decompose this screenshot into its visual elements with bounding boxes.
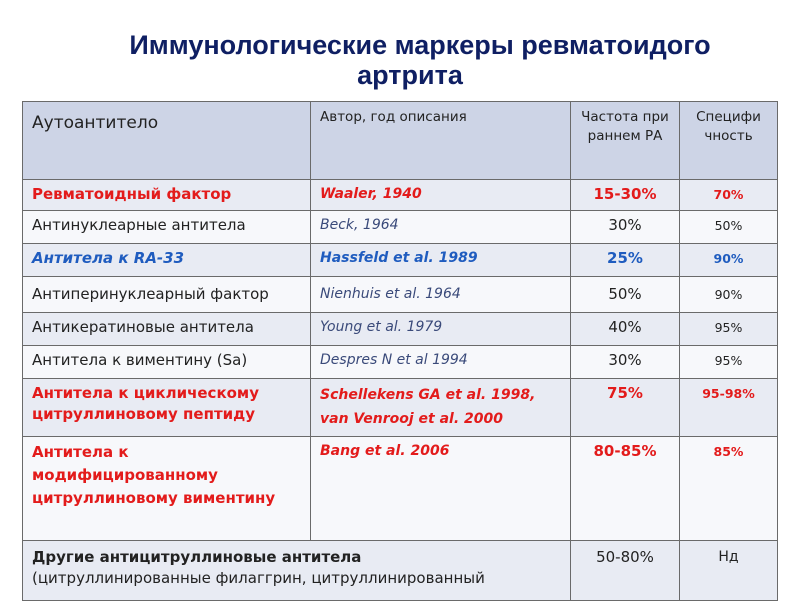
cell-frequency: 80-85% — [571, 437, 680, 541]
cell-author — [311, 379, 571, 437]
cell-antibody: Антитела к циклическому цитруллиновому пептиду — [23, 379, 311, 437]
table-row — [23, 379, 778, 437]
cell-specificity: 85% — [680, 437, 778, 541]
cell-frequency: 75% — [571, 379, 680, 437]
table-row — [23, 244, 778, 277]
table-row — [23, 437, 778, 541]
cell-antibody: Антинуклеарные антитела — [23, 211, 311, 244]
header-frequency: Частота при раннем РА — [571, 102, 680, 180]
cell-specificity: 90% — [680, 277, 778, 313]
cell-author: Young et al. 1979 — [311, 313, 571, 346]
table-row — [23, 180, 778, 211]
cell-specificity: 95% — [680, 313, 778, 346]
antibody-note: (цитруллинированные филаггрин, цитруллинированный — [32, 569, 485, 587]
cell-frequency: 50-80% — [571, 541, 680, 601]
cell-antibody: Антикератиновые антитела — [23, 313, 311, 346]
cell-author: Hassfeld et al. 1989 — [311, 244, 571, 277]
cell-author: Despres N et al 1994 — [311, 346, 571, 379]
cell-specificity: 95-98% — [680, 379, 778, 437]
cell-specificity: 95% — [680, 346, 778, 379]
table-row — [23, 541, 778, 601]
table-header-row — [23, 102, 778, 180]
author-line-1: Schellekens GA et al. 1998, — [320, 387, 536, 403]
cell-author: Beck, 1964 — [311, 211, 571, 244]
page-title — [0, 30, 800, 90]
cell-frequency: 15-30% — [571, 180, 680, 211]
cell-specificity: Нд — [680, 541, 778, 601]
title-line-2: артрита — [357, 60, 463, 90]
antibody-title: Другие антицитруллиновые антитела — [32, 548, 362, 566]
cell-antibody: Антиперинуклеарный фактор — [23, 277, 311, 313]
table-row — [23, 346, 778, 379]
cell-author: Waaler, 1940 — [311, 180, 571, 211]
table-row — [23, 313, 778, 346]
header-antibody: Аутоантитело — [23, 102, 311, 180]
cell-antibody: Антитела к RA-33 — [23, 244, 311, 277]
cell-frequency: 40% — [571, 313, 680, 346]
cell-specificity: 90% — [680, 244, 778, 277]
cell-frequency: 25% — [571, 244, 680, 277]
cell-antibody: Антитела к модифицированному цитруллиновому виментину — [23, 437, 311, 541]
cell-antibody: Антитела к виментину (Sa) — [23, 346, 311, 379]
cell-antibody: Ревматоидный фактор — [23, 180, 311, 211]
table-row — [23, 277, 778, 313]
cell-frequency: 30% — [571, 211, 680, 244]
cell-author: Nienhuis et al. 1964 — [311, 277, 571, 313]
header-specificity: Специфи чность — [680, 102, 778, 180]
cell-frequency: 30% — [571, 346, 680, 379]
title-line-1: Иммунологические маркеры ревматоидого — [129, 30, 711, 60]
table-row — [23, 211, 778, 244]
cell-specificity: 50% — [680, 211, 778, 244]
cell-specificity: 70% — [680, 180, 778, 211]
cell-frequency: 50% — [571, 277, 680, 313]
markers-table — [22, 101, 778, 601]
author-line-2: van Venrooj et al. 2000 — [320, 411, 503, 427]
cell-author: Bang et al. 2006 — [311, 437, 571, 541]
header-author: Автор, год описания — [311, 102, 571, 180]
cell-antibody — [23, 541, 571, 601]
